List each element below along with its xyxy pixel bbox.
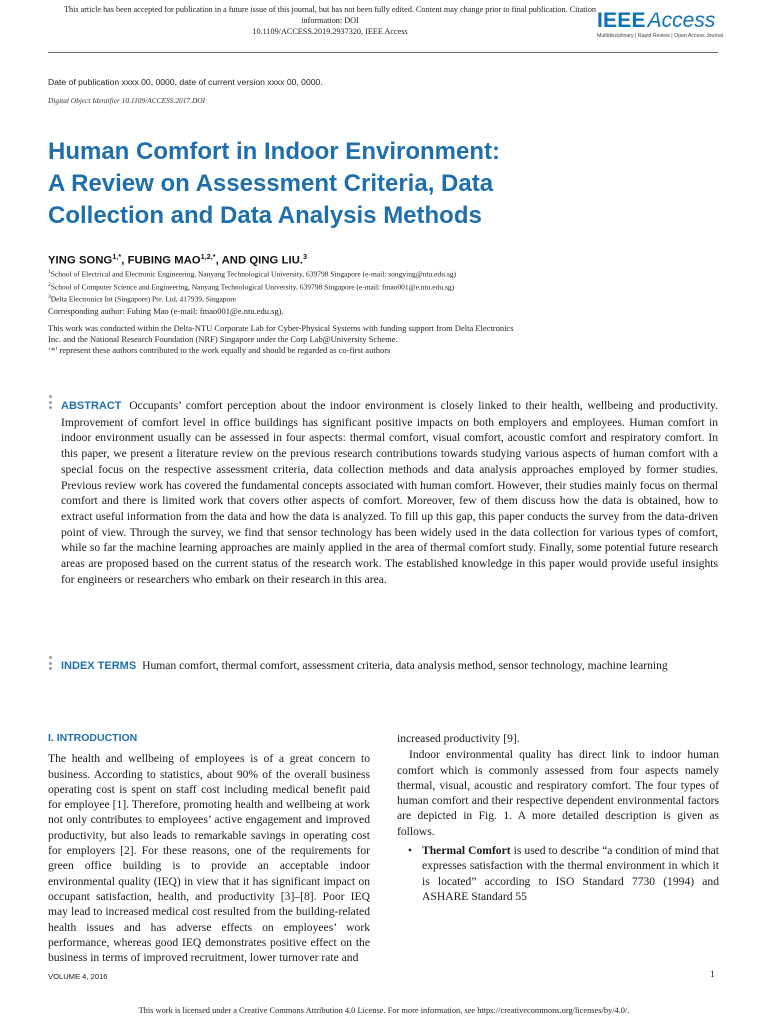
license-notice: This work is licensed under a Creative Commons Attribution 4.0 License. For more information, see https://creativecommons.org/licenses/by/4.0/.: [138, 1006, 630, 1015]
funding-note: [48, 323, 688, 356]
affiliation-item: [48, 292, 456, 305]
logo-ieee-text: IEEE: [597, 9, 646, 32]
ieee-access-logo: [597, 9, 724, 39]
logo-tagline: Multidisciplinary | Rapid Review | Open Access Journal: [597, 33, 724, 39]
abstract-text: Occupants’ comfort perception about the indoor environment is closely linked to their health, wellbeing and productivity. Improvement of comfort level in office buildings has significant positive impacts on both employers and employees. Human comfort in indoor environment usually can be assessed in four aspects: thermal comfort, visual comfort, acoustic comfort and respiratory comfort. In this paper, we present a literature review on the previous research contributions towards studying various aspects of human comfort with a special focus on the respective assessment criteria, data collection methods and data analysis approaches employed by former studies. Previous review work has covered the fundamental concepts associated with human comfort. However, their studies mainly focus on thermal comfort and there is limited work that covers other aspects of comfort. Moreover, few of them discuss how the data is obtained, how to extract useful information from the data and how the data is analyzed. To fill up this gap, this paper conducts the survey from the data-driven point of view. Through the survey, we find that sensor technology has been widely used in the data collection for various types of comfort, while so far the machine learning approaches are mainly applied in the area of thermal comfort study. Finally, some potential future research areas are proposed based on the current status of the research work. The established knowledge in this paper would provide useful insights for engineers or researchers who embark on their research in this area.: [61, 399, 718, 586]
accepted-notice: [60, 4, 600, 37]
author-name: FUBING MAO: [127, 254, 201, 267]
title-line-2: A Review on Assessment Criteria, Data: [48, 170, 494, 197]
index-terms: [61, 658, 718, 675]
paper-title: [48, 136, 668, 232]
affiliation-text: School of Electrical and Electronic Engineering, Nanyang Technological University, 639798 Singapore (e-mail: songying@ntu.edu.sg): [50, 269, 456, 279]
bullet-text: is used to describe “a condition of mind that expresses satisfaction with the thermal environment in which it is located” according to ISO Standard 7730 (1994) and ASHARE Standard 55: [422, 844, 719, 903]
abstract: [61, 398, 718, 587]
index-terms-marker-dots: [48, 656, 54, 673]
index-terms-label: INDEX TERMS: [61, 660, 137, 672]
corresponding-author: Corresponding author: Fubing Mao (e-mail: fmao001@e.ntu.edu.sg).: [48, 306, 284, 316]
affiliation-item: [48, 267, 456, 280]
author-superscript: 1,*: [112, 254, 122, 261]
volume-label: VOLUME 4, 2016: [48, 972, 108, 981]
affiliation-item: [48, 280, 456, 293]
header-divider: [48, 52, 718, 53]
affiliation-number: 2: [48, 281, 51, 288]
author-list: [48, 254, 307, 267]
funding-line-1: This work was conducted within the Delta-NTU Corporate Lab for Cyber-Physical Systems with funding support from Delta Electronics: [48, 323, 514, 333]
doi-line: Digital Object Identifier 10.1109/ACCESS.2017.DOI: [48, 96, 206, 105]
section-heading-introduction: I. INTRODUCTION: [48, 732, 138, 744]
funding-line-2: Inc. and the National Research Foundation (NRF) Singapore under the Corp Lab@University Scheme.: [48, 334, 398, 344]
index-terms-text: Human comfort, thermal comfort, assessment criteria, data analysis method, sensor technology, machine learning: [142, 659, 668, 672]
author-separator: ,: [121, 254, 128, 267]
author-separator: ,: [215, 254, 222, 267]
accepted-notice-line-2: 10.1109/ACCESS.2019.2937320, IEEE Access: [252, 27, 408, 36]
cofirst-author-note: ‘*’ represent these authors contributed to the work equally and should be regarded as co-first authors: [48, 345, 391, 355]
affiliation-number: 3: [48, 294, 51, 300]
author-superscript: 1,2,*: [200, 254, 216, 261]
affiliations: [48, 267, 456, 305]
accepted-notice-line-1: This article has been accepted for publication in a future issue of this journal, but has not been fully edited. Content may change prior to final publication. Citation information: DOI: [63, 5, 597, 25]
bullet-dot: •: [408, 844, 413, 858]
intro-paragraph-1: The health and wellbeing of employees is of a great concern to business. According to statistics, about 90% of the overall business operating cost is spent on staff cost including medical benefit paid for employee [1]. Therefore, promoting health and wellbeing at work not only contributes to employees’ active engagement and improved productivity, but also leads to remarkable savings in operating cost for employers [2]. For these reasons, one of the requirements for green office building is to provide an acceptable indoor environmental quality (IEQ) in view that it has significant impact on occupant satisfaction, health, and productivity [3]–[8]. Poor IEQ may lead to increased medical cost resulted from the building-related health issues and has adverse effects on employees’ work performance, whereas good IEQ demonstrates positive effect on the business in terms of improved recruitment, lower turnover rate and: [48, 752, 370, 965]
author-name: AND QING LIU.: [221, 254, 304, 267]
bullet-term: Thermal Comfort: [422, 844, 511, 858]
intro-paragraph-1-continued: increased productivity [9].: [397, 732, 520, 745]
body-column-left: [48, 731, 370, 965]
page-number: 1: [710, 970, 715, 980]
logo-access-text: Access: [647, 9, 716, 32]
author-superscript: 3: [303, 254, 308, 261]
thermal-comfort-bullet: [397, 843, 719, 904]
author-name: YING SONG: [48, 254, 113, 267]
affiliation-text: Delta Electronics Int (Singapore) Pte. Ltd, 417939, Singapore: [50, 294, 237, 304]
affiliation-number: 1: [48, 269, 51, 275]
affiliation-text: School of Computer Science and Engineering, Nanyang Technological University, 639798 Singapore (e-mail: fmao001@e.ntu.edu.sg): [50, 282, 455, 291]
title-line-3: Collection and Data Analysis Methods: [48, 202, 482, 229]
body-column-right: [397, 731, 719, 904]
abstract-marker-dots: [48, 395, 54, 412]
title-line-1: Human Comfort in Indoor Environment:: [48, 138, 500, 165]
intro-paragraph-2: Indoor environmental quality has direct link to indoor human comfort which is commonly assessed from four aspects namely thermal, visual, acoustic and respiratory comfort. The four types of human comfort and their respective dependent environmental factors are depicted in Fig. 1. A more detailed description is given as follows.: [397, 748, 719, 838]
abstract-label: ABSTRACT: [61, 400, 122, 412]
publication-date: Date of publication xxxx 00, 0000, date of current version xxxx 00, 0000.: [48, 77, 323, 87]
